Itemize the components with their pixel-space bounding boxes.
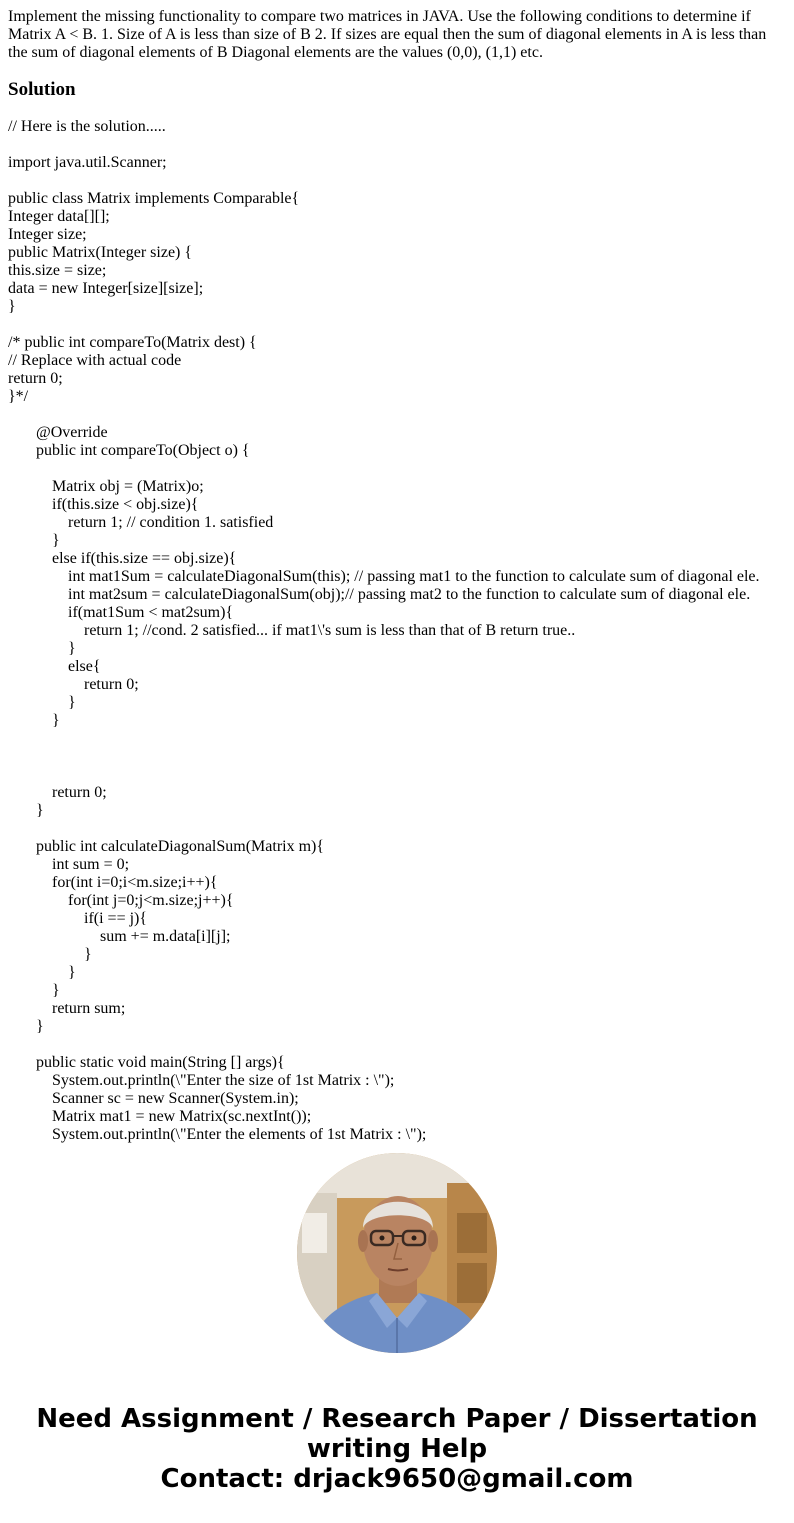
code-line: } bbox=[8, 982, 60, 999]
code-line: if(i == j){ bbox=[8, 910, 148, 927]
code-line: } bbox=[8, 802, 44, 819]
code-line: public static void main(String [] args){ bbox=[8, 1054, 285, 1071]
code-line: @Override bbox=[8, 424, 108, 441]
code-line: int sum = 0; bbox=[8, 856, 130, 873]
code-line: return 1; // condition 1. satisfied bbox=[8, 514, 274, 531]
code-line: return 0; bbox=[8, 370, 63, 387]
code-line bbox=[8, 730, 786, 748]
code-line: return 0; bbox=[8, 784, 107, 801]
code-line: } bbox=[8, 640, 76, 657]
code-line: import java.util.Scanner; bbox=[8, 154, 167, 171]
code-line bbox=[8, 316, 786, 334]
code-line: } bbox=[8, 964, 76, 981]
code-line: public int calculateDiagonalSum(Matrix m){ bbox=[8, 838, 325, 855]
code-line: return 1; //cond. 2 satisfied... if mat1\'s sum is less than that of B return true.. bbox=[8, 622, 576, 639]
solution-heading: Solution bbox=[8, 79, 76, 100]
code-line bbox=[8, 748, 786, 766]
code-line: } bbox=[8, 694, 76, 711]
code-line: this.size = size; bbox=[8, 262, 107, 279]
code-line: System.out.println(\"Enter the elements of 1st Matrix : \"); bbox=[8, 1126, 427, 1143]
contact-banner bbox=[0, 1404, 794, 1494]
code-line: System.out.println(\"Enter the size of 1st Matrix : \"); bbox=[8, 1072, 395, 1089]
code-line: Integer size; bbox=[8, 226, 87, 243]
code-line: // Replace with actual code bbox=[8, 352, 182, 369]
code-line: int mat2sum = calculateDiagonalSum(obj);// passing mat2 to the function to calculate sum of diagonal ele. bbox=[8, 586, 751, 603]
code-line bbox=[8, 766, 786, 784]
question-text: Implement the missing functionality to compare two matrices in JAVA. Use the following conditions to determine if Matrix A < B. 1. Size of A is less than size of B 2. If sizes are equal then the sum of diagonal elements in A is less than the sum of diagonal elements of B Diagonal elements are the values (0,0), (1,1) etc. bbox=[8, 8, 767, 61]
code-line: Scanner sc = new Scanner(System.in); bbox=[8, 1090, 299, 1107]
code-line: int mat1Sum = calculateDiagonalSum(this); // passing mat1 to the function to calculate sum of diagonal ele. bbox=[8, 568, 760, 585]
code-line: // Here is the solution..... bbox=[8, 118, 166, 135]
code-line: } bbox=[8, 298, 16, 315]
code-line bbox=[8, 406, 786, 424]
code-line bbox=[8, 820, 786, 838]
banner-line-1: Need Assignment / Research Paper / Dissertation bbox=[36, 1404, 758, 1434]
banner-line-2: writing Help bbox=[306, 1434, 488, 1464]
code-line: if(mat1Sum < mat2sum){ bbox=[8, 604, 234, 621]
author-avatar bbox=[297, 1153, 497, 1353]
avatar-portrait-image bbox=[297, 1153, 497, 1353]
code-line bbox=[8, 1036, 786, 1054]
code-line: public Matrix(Integer size) { bbox=[8, 244, 193, 261]
banner-contact-email: Contact: drjack9650@gmail.com bbox=[160, 1464, 634, 1494]
code-line: for(int i=0;i<m.size;i++){ bbox=[8, 874, 218, 891]
code-line: Matrix obj = (Matrix)o; bbox=[8, 478, 204, 495]
code-line: else if(this.size == obj.size){ bbox=[8, 550, 237, 567]
code-line bbox=[8, 136, 786, 154]
code-line: Matrix mat1 = new Matrix(sc.nextInt()); bbox=[8, 1108, 312, 1125]
code-line: } bbox=[8, 1018, 44, 1035]
code-line: /* public int compareTo(Matrix dest) { bbox=[8, 334, 257, 351]
code-line: data = new Integer[size][size]; bbox=[8, 280, 204, 297]
code-line: } bbox=[8, 946, 92, 963]
code-line bbox=[8, 460, 786, 478]
solution-code bbox=[8, 118, 786, 1144]
code-line: Integer data[][]; bbox=[8, 208, 110, 225]
code-line: return sum; bbox=[8, 1000, 126, 1017]
code-line: } bbox=[8, 532, 60, 549]
code-line: else{ bbox=[8, 658, 101, 675]
code-line: } bbox=[8, 712, 60, 729]
code-line: public class Matrix implements Comparable{ bbox=[8, 190, 300, 207]
code-line: sum += m.data[i][j]; bbox=[8, 928, 231, 945]
document-content bbox=[8, 8, 786, 1144]
code-line: return 0; bbox=[8, 676, 139, 693]
code-line bbox=[8, 172, 786, 190]
code-line: if(this.size < obj.size){ bbox=[8, 496, 199, 513]
code-line: public int compareTo(Object o) { bbox=[8, 442, 250, 459]
code-line: for(int j=0;j<m.size;j++){ bbox=[8, 892, 234, 909]
code-line: }*/ bbox=[8, 388, 29, 405]
